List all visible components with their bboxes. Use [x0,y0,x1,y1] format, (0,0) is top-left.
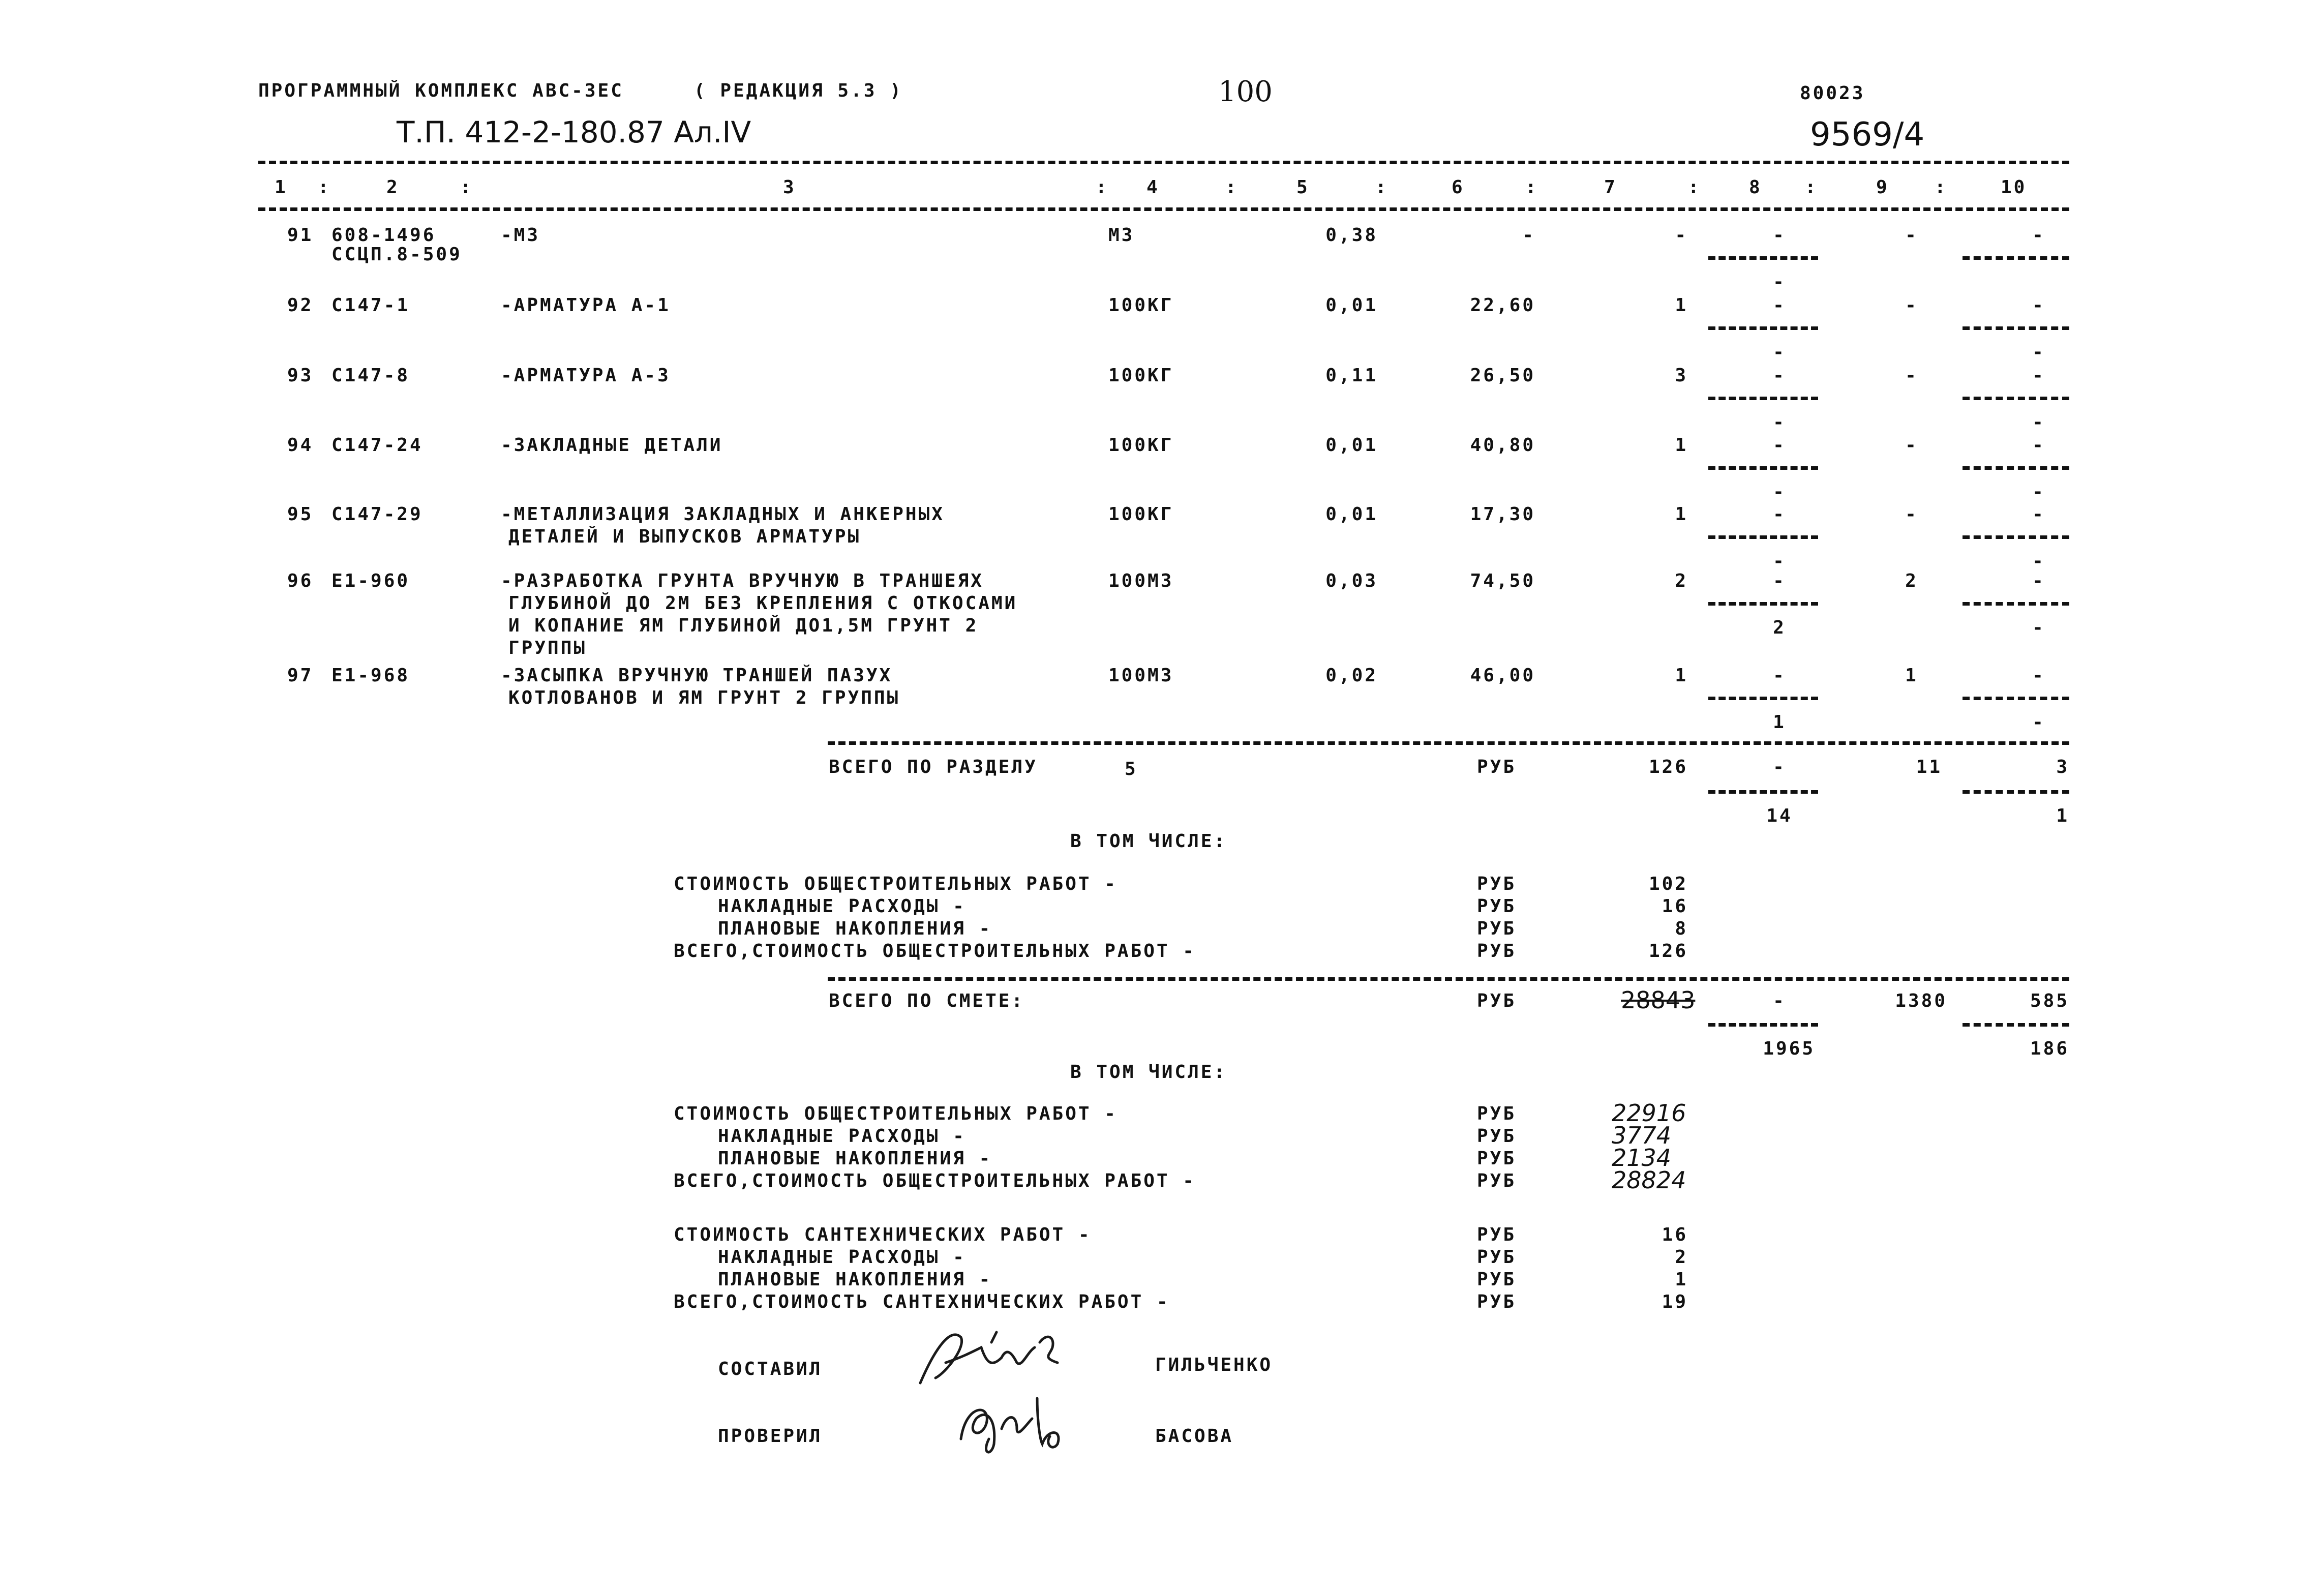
row-col10-rule [1963,697,2069,700]
row-name-line: -АРМАТУРА А-1 [501,295,671,316]
breakdown-unit: РУБ [1477,918,1517,939]
page-number: 100 [1218,75,1273,108]
row-col7: 1 [1675,665,1688,686]
row-unit: 100КГ [1108,295,1174,316]
column-header-6: 4 [1146,177,1160,198]
breakdown-unit: РУБ [1477,1247,1517,1268]
row-number: 97 [287,665,314,686]
row-col10-lower: - [2032,617,2045,638]
row-col8-lower: - [1773,482,1786,502]
row-col8: - [1773,570,1786,591]
breakdown-value: 3774 [1612,1122,1672,1149]
breakdown-value: 126 [1648,941,1688,962]
row-col8-rule [1708,256,1818,260]
breakdown-label: ПЛАНОВЫЕ НАКОПЛЕНИЯ - [718,918,992,939]
row-number: 95 [287,504,314,525]
breakdown-label: СТОИМОСТЬ САНТЕХНИЧЕСКИХ РАБОТ - [674,1224,1092,1245]
breakdown-unit: РУБ [1477,896,1517,917]
column-header-13: : [1688,177,1701,198]
row-price: - [1522,225,1535,246]
row-quantity: 0,02 [1325,665,1378,686]
estimate-total-c7: 28843 [1621,986,1696,1014]
row-price: 46,00 [1470,665,1535,686]
row-name-line: ГРУППЫ [508,638,587,658]
row-code: Е1-968 [331,665,410,686]
row-col7: 1 [1675,295,1688,316]
breakdown-label: ПЛАНОВЫЕ НАКОПЛЕНИЯ - [718,1269,992,1290]
section-total-c8: - [1773,757,1786,777]
section-total-c7: 126 [1648,757,1688,777]
row-col9: 1 [1905,665,1918,686]
row-col8-lower: - [1773,551,1786,572]
row-quantity: 0,38 [1325,225,1378,246]
row-code: С147-1 [331,295,410,316]
breakdown-value: 16 [1662,896,1688,917]
estimate-c8-rule [1708,1023,1818,1027]
breakdown-value: 28824 [1612,1166,1686,1194]
row-unit: 100КГ [1108,504,1174,525]
row-col7: 3 [1675,365,1688,386]
row-price: 74,50 [1470,570,1535,591]
column-header-4: 3 [783,177,796,198]
edition-label: ( РЕДАКЦИЯ 5.3 ) [694,80,903,101]
row-code: С147-24 [331,435,423,456]
row-code-secondary: ССЦП.8-509 [331,244,462,265]
row-col10-lower: - [2032,482,2045,502]
divider-estimate [828,977,2069,981]
row-name-line: -МЕТАЛЛИЗАЦИЯ ЗАКЛАДНЫХ И АНКЕРНЫХ [501,504,945,525]
breakdown-unit: РУБ [1477,1269,1517,1290]
row-col10: - [2032,435,2045,456]
composed-by-label: СОСТАВИЛ [718,1359,823,1379]
column-header-14: 8 [1749,177,1762,198]
row-col10-rule [1963,535,2069,539]
column-header-3: : [460,177,473,198]
row-code: С147-29 [331,504,423,525]
row-code: Е1-960 [331,570,410,591]
row-col7: - [1675,225,1688,246]
row-col8: - [1773,665,1786,686]
row-col9: - [1905,225,1918,246]
row-code: 608-1496 [331,225,436,246]
row-col8: - [1773,295,1786,316]
row-unit: 100КГ [1108,365,1174,386]
breakdown-unit: РУБ [1477,1126,1517,1147]
row-col10: - [2032,225,2045,246]
project-number: Т.П. 412-2-180.87 Ал.IV [397,115,751,149]
row-col10: - [2032,365,2045,386]
composed-by-name: ГИЛЬЧЕНКО [1155,1355,1273,1375]
section-total-qty: 5 [1125,759,1138,779]
section-c10-rule [1963,790,2069,794]
composed-signature [915,1317,1078,1393]
breakdown-unit: РУБ [1477,874,1517,894]
row-name-line: КОТЛОВАНОВ И ЯМ ГРУНТ 2 ГРУППЫ [508,687,900,708]
section-total-unit: РУБ [1477,757,1517,777]
row-quantity: 0,01 [1325,504,1378,525]
breakdown-label: НАКЛАДНЫЕ РАСХОДЫ - [718,1126,966,1147]
breakdown-unit: РУБ [1477,1291,1517,1312]
row-col8-lower: - [1773,412,1786,433]
row-name-line: -РАЗРАБОТКА ГРУНТА ВРУЧНУЮ В ТРАНШЕЯХ [501,570,984,591]
column-header-5: : [1096,177,1109,198]
row-price: 22,60 [1470,295,1535,316]
column-header-7: : [1225,177,1239,198]
row-name-line: -М3 [501,225,540,246]
estimate-total-c9: 1380 [1895,990,1947,1011]
row-col9: - [1905,435,1918,456]
estimate-including-label: В ТОМ ЧИСЛЕ: [1070,1062,1227,1083]
row-col10-lower: - [2032,342,2045,363]
breakdown-value: 102 [1648,874,1688,894]
sheet-number: 9569/4 [1810,116,1925,154]
breakdown-value: 2134 [1612,1144,1672,1172]
section-total-label: ВСЕГО ПО РАЗДЕЛУ [829,757,1038,777]
estimate-total-c8b: 1965 [1763,1038,1815,1059]
breakdown-value: 16 [1662,1224,1688,1245]
row-quantity: 0,03 [1325,570,1378,591]
row-col9: - [1905,365,1918,386]
estimate-total-c10b: 186 [2030,1038,2069,1059]
row-col9: 2 [1905,570,1918,591]
section-c8-rule [1708,790,1818,794]
row-name-line: ГЛУБИНОЙ ДО 2М БЕЗ КРЕПЛЕНИЯ С ОТКОСАМИ [508,593,1018,614]
column-header-10: 6 [1452,177,1465,198]
row-col10-rule [1963,466,2069,470]
row-col8-rule [1708,697,1818,700]
row-col8-lower: 2 [1773,617,1786,638]
estimate-c10-rule [1963,1023,2069,1027]
row-col10: - [2032,295,2045,316]
row-col7: 1 [1675,504,1688,525]
breakdown-unit: РУБ [1477,1103,1517,1124]
row-col8-rule [1708,535,1818,539]
row-col8: - [1773,504,1786,525]
breakdown-label: ВСЕГО,СТОИМОСТЬ САНТЕХНИЧЕСКИХ РАБОТ - [674,1291,1170,1312]
breakdown-unit: РУБ [1477,1170,1517,1191]
breakdown-unit: РУБ [1477,941,1517,962]
section-total-c10: 3 [2056,757,2069,777]
breakdown-label: СТОИМОСТЬ ОБЩЕСТРОИТЕЛЬНЫХ РАБОТ - [674,874,1118,894]
row-col10-lower: - [2032,712,2045,733]
row-col10: - [2032,504,2045,525]
row-name-line: -АРМАТУРА А-3 [501,365,671,386]
breakdown-label: НАКЛАДНЫЕ РАСХОДЫ - [718,896,966,917]
row-col8: - [1773,365,1786,386]
column-header-18: 10 [2001,177,2027,198]
row-unit: 100М3 [1108,665,1174,686]
row-name-line: -ЗАКЛАДНЫЕ ДЕТАЛИ [501,435,723,456]
row-unit: М3 [1108,225,1135,246]
breakdown-unit: РУБ [1477,1148,1517,1169]
program-name: ПРОГРАММНЫЙ КОМПЛЕКС АВС-3ЕС [258,80,624,101]
row-col10-lower: - [2032,551,2045,572]
breakdown-value: 19 [1662,1291,1688,1312]
breakdown-value: 8 [1675,918,1688,939]
row-col8-rule [1708,326,1818,330]
row-number: 93 [287,365,314,386]
row-number: 96 [287,570,314,591]
column-header-17: : [1935,177,1948,198]
row-number: 92 [287,295,314,316]
section-including-label: В ТОМ ЧИСЛЕ: [1070,831,1227,852]
column-header-1: : [318,177,331,198]
row-price: 17,30 [1470,504,1535,525]
estimate-total-unit: РУБ [1477,990,1517,1011]
section-total-c8b: 14 [1766,805,1793,826]
row-number: 94 [287,435,314,456]
row-quantity: 0,01 [1325,295,1378,316]
row-quantity: 0,01 [1325,435,1378,456]
column-header-0: 1 [275,177,288,198]
divider-header [258,207,2069,211]
row-name-line: И КОПАНИЕ ЯМ ГЛУБИНОЙ ДО1,5М ГРУНТ 2 [508,615,979,636]
row-col10: - [2032,665,2045,686]
column-header-12: 7 [1604,177,1617,198]
breakdown-unit: РУБ [1477,1224,1517,1245]
row-col8: - [1773,225,1786,246]
row-col9: - [1905,295,1918,316]
column-header-9: : [1375,177,1389,198]
divider-section [828,741,2069,745]
row-code: С147-8 [331,365,410,386]
row-name-line: -ЗАСЫПКА ВРУЧНУЮ ТРАНШЕЙ ПАЗУХ [501,665,893,686]
column-header-11: : [1525,177,1538,198]
row-col10-rule [1963,256,2069,260]
row-number: 91 [287,225,314,246]
column-header-2: 2 [386,177,400,198]
column-header-16: 9 [1876,177,1889,198]
breakdown-value: 2 [1675,1247,1688,1268]
row-col9: - [1905,504,1918,525]
breakdown-label: ПЛАНОВЫЕ НАКОПЛЕНИЯ - [718,1148,992,1169]
row-price: 40,80 [1470,435,1535,456]
row-col8-lower: - [1773,272,1786,292]
row-col10-rule [1963,326,2069,330]
row-col8-lower: 1 [1773,712,1786,733]
column-header-8: 5 [1296,177,1310,198]
estimate-total-c10: 585 [2030,990,2069,1011]
row-col10-rule [1963,602,2069,606]
section-total-c9: 11 [1916,757,1942,777]
column-header-15: : [1805,177,1818,198]
row-col8: - [1773,435,1786,456]
row-price: 26,50 [1470,365,1535,386]
row-col8-rule [1708,602,1818,606]
row-name-line: ДЕТАЛЕЙ И ВЫПУСКОВ АРМАТУРЫ [508,526,861,547]
breakdown-label: СТОИМОСТЬ ОБЩЕСТРОИТЕЛЬНЫХ РАБОТ - [674,1103,1118,1124]
checked-by-name: БАСОВА [1155,1426,1234,1447]
row-unit: 100М3 [1108,570,1174,591]
checked-by-label: ПРОВЕРИЛ [718,1426,823,1447]
row-col10: - [2032,570,2045,591]
divider-top [258,161,2069,164]
breakdown-label: НАКЛАДНЫЕ РАСХОДЫ - [718,1247,966,1268]
row-col10-rule [1963,397,2069,400]
section-total-c10b: 1 [2056,805,2069,826]
breakdown-value: 22916 [1612,1099,1686,1127]
breakdown-label: ВСЕГО,СТОИМОСТЬ ОБЩЕСТРОИТЕЛЬНЫХ РАБОТ - [674,1170,1196,1191]
document-code: 80023 [1800,83,1865,104]
row-col7: 1 [1675,435,1688,456]
estimate-total-label: ВСЕГО ПО СМЕТЕ: [829,990,1025,1011]
breakdown-label: ВСЕГО,СТОИМОСТЬ ОБЩЕСТРОИТЕЛЬНЫХ РАБОТ - [674,941,1196,962]
row-unit: 100КГ [1108,435,1174,456]
row-col8-rule [1708,466,1818,470]
row-col10-lower: - [2032,412,2045,433]
row-col8-rule [1708,397,1818,400]
row-col8-lower: - [1773,342,1786,363]
estimate-total-c8: - [1773,990,1786,1011]
row-col7: 2 [1675,570,1688,591]
checked-signature [951,1383,1083,1459]
breakdown-value: 1 [1675,1269,1688,1290]
row-quantity: 0,11 [1325,365,1378,386]
